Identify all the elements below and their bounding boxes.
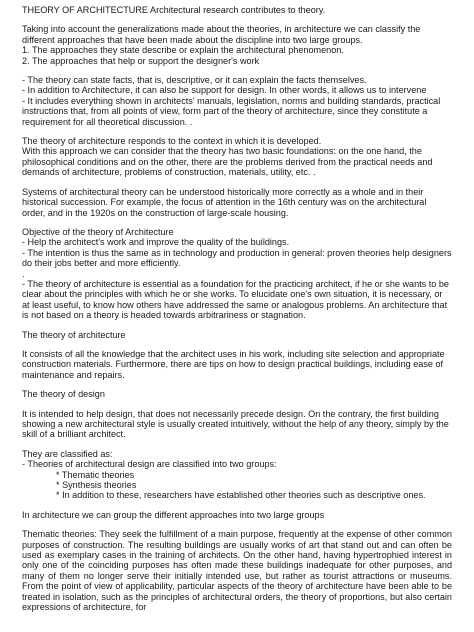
theory-points — [22, 75, 452, 127]
context-line: The theory of architecture responds to the context in which it is developed. — [22, 136, 322, 147]
theory-of-architecture-heading: The theory of architecture — [22, 329, 126, 340]
context-section — [22, 136, 452, 178]
classified-subitem: * Thematic theories — [56, 469, 135, 480]
objective-heading: Objective of the theory of Architecture — [22, 226, 174, 237]
classified-section — [22, 449, 452, 501]
classified-subitem: * In addition to these, researchers have established other theories such as descriptive ones. — [56, 490, 426, 501]
context-paragraph: With this approach we can consider that the theory has two basic foundations: on the one hand, the philosophical conditions and on the other, there are the problems derived from the practical needs and demands of architecture, problems of construction, materials, utility, etc. . — [22, 146, 433, 178]
intro-item: 1. The approaches they state describe or explain the architectural phenomenon. — [22, 45, 344, 56]
objective-dot: . — [22, 268, 25, 279]
objective-item: - The theory of architecture is essential as a foundation for the practicing architect, if he or she wants to be clear about the principles with which he or she works. To elucidate one's own situation, it is necessary, or at least useful, to know how others have addressed the same or analogous problems. An architecture that is not based on a theory is headed towards arbitrariness or stagnation. — [22, 278, 449, 321]
theory-of-design-heading: The theory of design — [22, 389, 105, 400]
title-line: THEORY OF ARCHITECTURE Architectural research contributes to theory. — [22, 5, 326, 15]
theory-point: - It includes everything shown in architects' manuals, legislation, norms and building standards, practical instructions that, from all points of view, form part of the theory of architecture, since they constitute a requirement for all theoretical discussion. . — [22, 95, 441, 127]
group-line: In architecture we can group the different approaches into two large groups — [22, 509, 325, 520]
thematic-paragraph: Thematic theories: They seek the fulfillment of a main purpose, frequently at the expense of other common purposes of construction. The resulting buildings are usually works of art that stand out and can often be used as exemplary cases in the training of architects. On the other hand, having hypertrophied interest in only one of the coinciding purposes has often made these buildings inadequate for other purposes, and many of them no longer serve their initially intended use, but rather as tourist attractions or museums. From the point of view of applicability, particular aspects of the theory of architecture have been able to be treated in isolation, such as the principles of architectural orders, the theory of proportions, but also certain expressions of architecture, for — [22, 529, 452, 613]
theory-point: - The theory can state facts, that is, descriptive, or it can explain the facts themselves. — [22, 75, 367, 86]
systems-paragraph: Systems of architectural theory can be understood historically more correctly as a whole and in their historical succession. For example, the focus of attention in the 16th century was on the architectural order, and in the 1920s on the construction of large-scale housing. — [22, 186, 427, 218]
theory-of-design-body: It is intended to help design, that does not necessarily precede design. On the contrary, the first building showing a new architectural style is usually created intuitively, without the help of any theory, simply by the skill of a brilliant architect. — [22, 408, 449, 440]
theory-of-architecture-body: It consists of all the knowledge that the architect uses in his work, including site selection and appropriate construction materials. Furthermore, there are tips on how to design practical buildings, including ease of maintenance and repairs. — [22, 348, 445, 380]
intro-paragraph: Taking into account the generalizations made about the theories, in architecture we can classify the different approaches that have been made about the discipline into two large groups. — [22, 24, 421, 45]
theory-point: - In addition to Architecture, it can also be support for design. In other words, it allows us to intervene — [22, 85, 427, 96]
intro-section — [22, 24, 452, 66]
intro-item: 2. The approaches that help or support the designer's work — [22, 55, 260, 66]
objective-item: - Help the architect's work and improve the quality of the buildings. — [22, 237, 290, 248]
classified-item: - Theories of architectural design are classified into two groups: — [22, 459, 277, 470]
classified-subitem: * Synthesis theories — [56, 480, 137, 491]
classified-heading: They are classified as: — [22, 448, 113, 459]
objective-item: - The intention is thus the same as in technology and production in general: proven theories help designers do their jobs better and more efficiently. — [22, 247, 452, 269]
objective-section — [22, 227, 452, 321]
